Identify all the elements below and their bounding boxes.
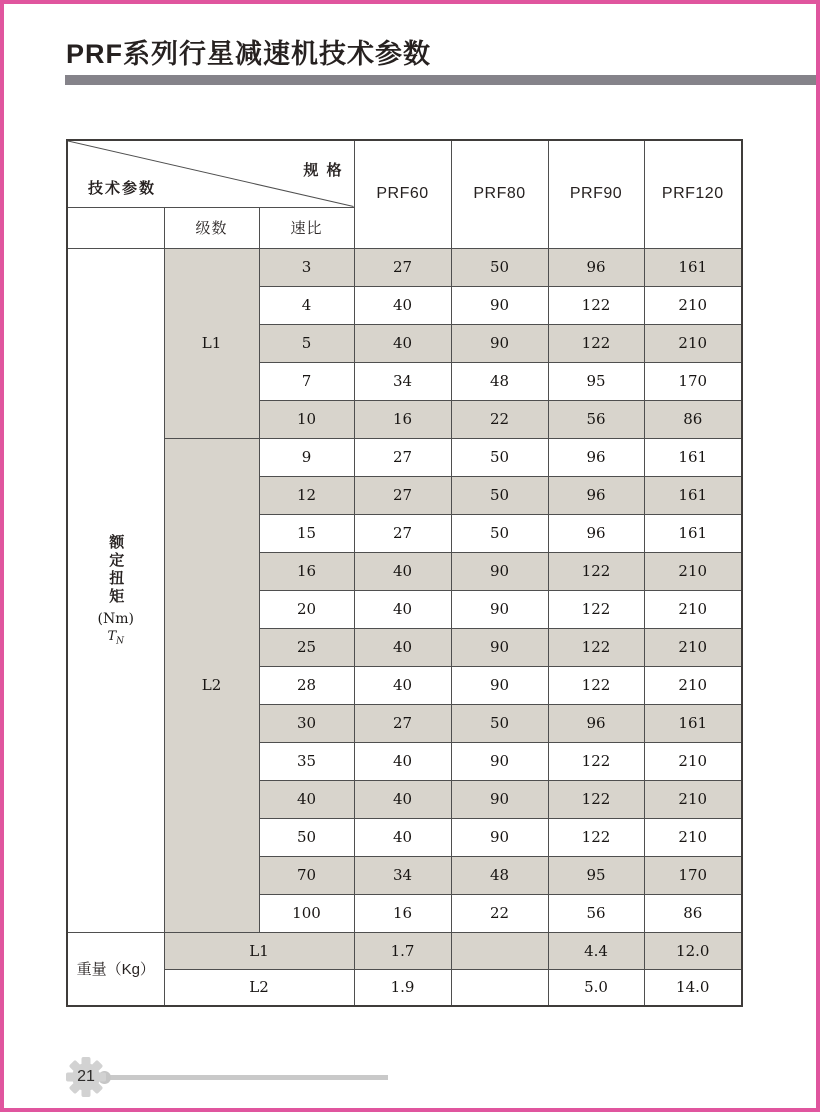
weight-value: 14.0	[644, 969, 742, 1006]
diagonal-header-cell	[67, 140, 354, 207]
value-cell: 90	[451, 286, 548, 324]
torque-label-cn: 额定扭矩	[107, 533, 125, 606]
col-header-prf120: PRF120	[644, 140, 742, 248]
ratio-cell: 20	[259, 590, 354, 628]
value-cell: 27	[354, 514, 451, 552]
value-cell: 16	[354, 894, 451, 932]
stage-cell-l1: L1	[164, 248, 259, 438]
value-cell: 122	[548, 818, 644, 856]
value-cell: 34	[354, 856, 451, 894]
weight-value	[451, 969, 548, 1006]
ratio-cell: 5	[259, 324, 354, 362]
value-cell: 122	[548, 742, 644, 780]
value-cell: 40	[354, 818, 451, 856]
value-cell: 90	[451, 552, 548, 590]
value-cell: 56	[548, 400, 644, 438]
ratio-cell: 100	[259, 894, 354, 932]
value-cell: 27	[354, 438, 451, 476]
value-cell: 50	[451, 514, 548, 552]
page-title: PRF系列行星减速机技术参数	[66, 39, 431, 69]
page-number: 21	[77, 1068, 95, 1085]
value-cell: 40	[354, 666, 451, 704]
stage-cell-l2: L2	[164, 438, 259, 932]
torque-label-cell	[67, 248, 164, 932]
ratio-cell: 9	[259, 438, 354, 476]
value-cell: 90	[451, 742, 548, 780]
ratio-cell: 28	[259, 666, 354, 704]
torque-symbol: $T_N$	[107, 628, 125, 647]
value-cell: 210	[644, 780, 742, 818]
value-cell: 210	[644, 286, 742, 324]
value-cell: 34	[354, 362, 451, 400]
corner-label-spec: 规 格	[303, 162, 344, 179]
value-cell: 40	[354, 590, 451, 628]
weight-value: 1.7	[354, 932, 451, 969]
value-cell: 210	[644, 742, 742, 780]
value-cell: 50	[451, 248, 548, 286]
value-cell: 122	[548, 628, 644, 666]
corner-label-params: 技术参数	[88, 179, 157, 197]
sub-header-stage: 级数	[164, 207, 259, 248]
ratio-cell: 70	[259, 856, 354, 894]
weight-label-cell: 重量（Kg）	[67, 932, 164, 1006]
value-cell: 90	[451, 628, 548, 666]
value-cell: 122	[548, 286, 644, 324]
value-cell: 16	[354, 400, 451, 438]
value-cell: 40	[354, 286, 451, 324]
ratio-cell: 16	[259, 552, 354, 590]
value-cell: 50	[451, 476, 548, 514]
value-cell: 96	[548, 476, 644, 514]
ratio-cell: 25	[259, 628, 354, 666]
value-cell: 210	[644, 590, 742, 628]
weight-stage-l2: L2	[164, 969, 354, 1006]
col-header-prf90: PRF90	[548, 140, 644, 248]
value-cell: 96	[548, 514, 644, 552]
value-cell: 170	[644, 362, 742, 400]
value-cell: 122	[548, 552, 644, 590]
footer-rule	[104, 1075, 388, 1080]
torque-unit: (Nm)	[97, 610, 134, 627]
title-underline-bar	[65, 75, 817, 85]
weight-stage-l1: L1	[164, 932, 354, 969]
ratio-cell: 40	[259, 780, 354, 818]
ratio-cell: 3	[259, 248, 354, 286]
col-header-prf80: PRF80	[451, 140, 548, 248]
value-cell: 22	[451, 894, 548, 932]
weight-row-l1	[67, 932, 742, 969]
weight-value	[451, 932, 548, 969]
value-cell: 90	[451, 818, 548, 856]
value-cell: 40	[354, 742, 451, 780]
value-cell: 40	[354, 324, 451, 362]
ratio-cell: 4	[259, 286, 354, 324]
value-cell: 210	[644, 666, 742, 704]
value-cell: 122	[548, 324, 644, 362]
value-cell: 50	[451, 438, 548, 476]
sub-header-ratio: 速比	[259, 207, 354, 248]
ratio-cell: 35	[259, 742, 354, 780]
value-cell: 161	[644, 438, 742, 476]
value-cell: 161	[644, 476, 742, 514]
value-cell: 210	[644, 324, 742, 362]
weight-value: 4.4	[548, 932, 644, 969]
value-cell: 86	[644, 894, 742, 932]
value-cell: 161	[644, 248, 742, 286]
value-cell: 40	[354, 780, 451, 818]
ratio-cell: 7	[259, 362, 354, 400]
torque-row	[67, 438, 742, 476]
weight-row-l2	[67, 969, 742, 1006]
value-cell: 90	[451, 590, 548, 628]
value-cell: 96	[548, 248, 644, 286]
value-cell: 90	[451, 324, 548, 362]
value-cell: 86	[644, 400, 742, 438]
value-cell: 27	[354, 476, 451, 514]
value-cell: 210	[644, 818, 742, 856]
value-cell: 122	[548, 780, 644, 818]
value-cell: 210	[644, 628, 742, 666]
value-cell: 56	[548, 894, 644, 932]
value-cell: 96	[548, 704, 644, 742]
value-cell: 161	[644, 704, 742, 742]
value-cell: 161	[644, 514, 742, 552]
value-cell: 122	[548, 590, 644, 628]
value-cell: 96	[548, 438, 644, 476]
blank-header-cell	[67, 207, 164, 248]
value-cell: 48	[451, 362, 548, 400]
col-header-prf60: PRF60	[354, 140, 451, 248]
weight-value: 5.0	[548, 969, 644, 1006]
ratio-cell: 50	[259, 818, 354, 856]
ratio-cell: 15	[259, 514, 354, 552]
value-cell: 170	[644, 856, 742, 894]
ratio-cell: 10	[259, 400, 354, 438]
value-cell: 90	[451, 666, 548, 704]
value-cell: 95	[548, 856, 644, 894]
value-cell: 210	[644, 552, 742, 590]
ratio-cell: 12	[259, 476, 354, 514]
value-cell: 40	[354, 552, 451, 590]
value-cell: 95	[548, 362, 644, 400]
value-cell: 50	[451, 704, 548, 742]
value-cell: 90	[451, 780, 548, 818]
weight-value: 1.9	[354, 969, 451, 1006]
value-cell: 122	[548, 666, 644, 704]
value-cell: 22	[451, 400, 548, 438]
value-cell: 27	[354, 704, 451, 742]
value-cell: 27	[354, 248, 451, 286]
weight-value: 12.0	[644, 932, 742, 969]
value-cell: 48	[451, 856, 548, 894]
spec-table	[66, 139, 743, 1007]
torque-row	[67, 248, 742, 286]
ratio-cell: 30	[259, 704, 354, 742]
value-cell: 40	[354, 628, 451, 666]
